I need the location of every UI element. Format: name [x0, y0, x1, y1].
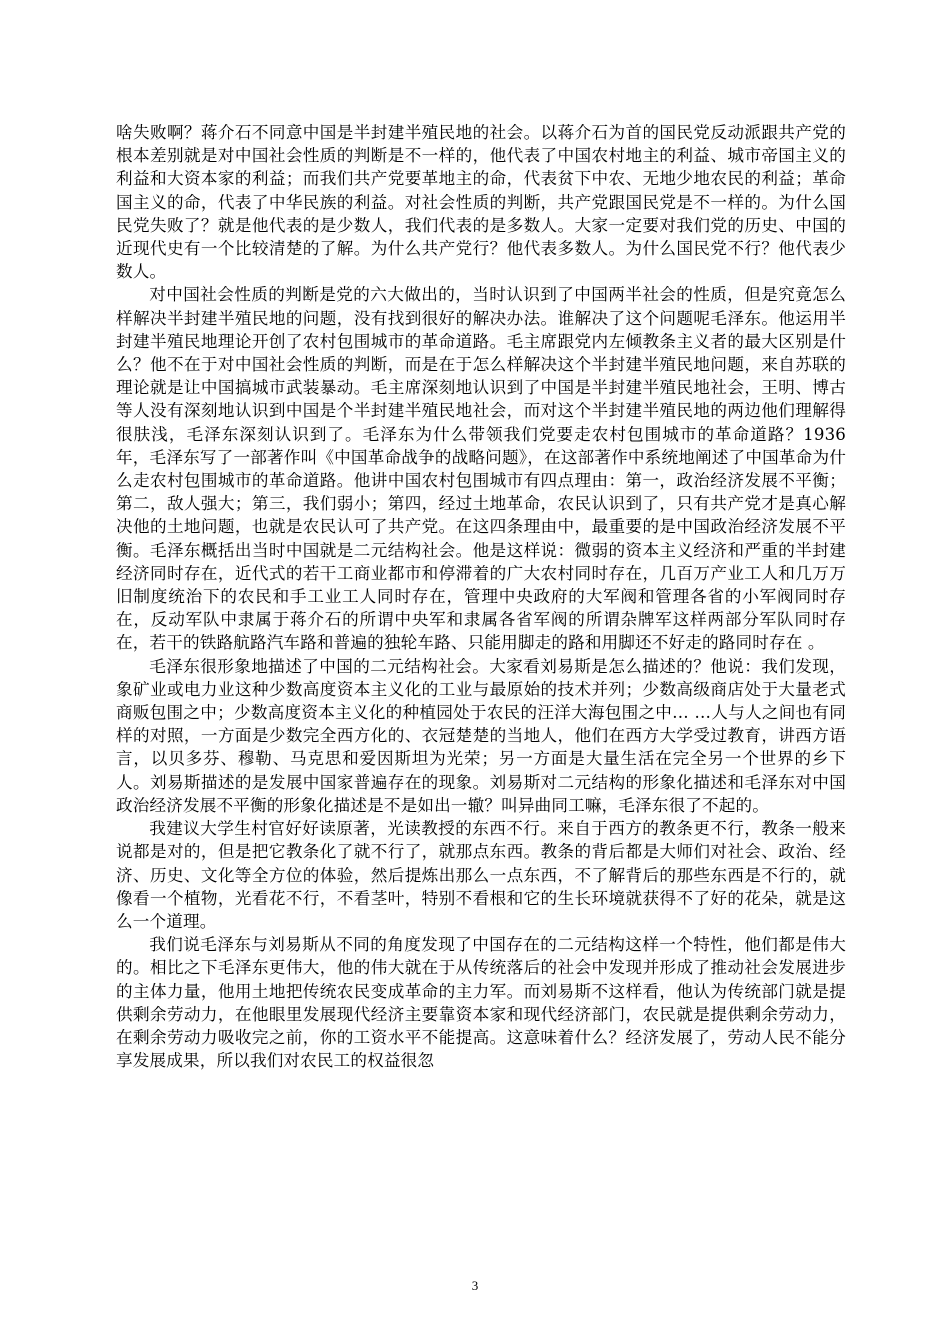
paragraph-4: 我建议大学生村官好好读原著，光读教授的东西不行。来自于西方的教条更不行，教条一般来说都是对的，但是把它教条化了就不行了，就那点东西。教条的背后都是大师们对社会、政治、经济、历史、文化等全方位的体验，然后提炼出那么一点东西，不了解背后的那些东西是不行的，就像看一个植物，光看花不行，不看茎叶，特别不看根和它的生长环境就获得不了好的花朵，就是这么一个道理。: [116, 819, 846, 931]
paragraph-5: 我们说毛泽东与刘易斯从不同的角度发现了中国存在的二元结构这样一个特性，他们都是伟大的。相比之下毛泽东更伟大，他的伟大就在于从传统落后的社会中发现并形成了推动社会发展进步的主体力量，他用土地把传统农民变成革命的主力军。而刘易斯不这样看，他认为传统部门就是提供剩余劳动力，在他眼里发展现代经济主要靠资本家和现代经济部门，农民就是提供剩余劳动力，在剩余劳动力吸收完之前，你的工资水平不能提高。这意味着什么？经济发展了，劳动人民不能分享发展成果，所以我们对农民工的权益很忽: [116, 935, 846, 1071]
page-number: 3: [471, 1278, 479, 1293]
paragraph-1: 啥失败啊？蒋介石不同意中国是半封建半殖民地的社会。以蒋介石为首的国民党反动派跟共产党的根本差别就是对中国社会性质的判断是不一样的，他代表了中国农村地主的利益、城市帝国主义的利益和大资本家的利益；而我们共产党要革地主的命，代表贫下中农、无地少地农民的利益；革命国主义的命，代表了中华民族的利益。对社会性质的判断，共产党跟国民党是不一样的。为什么国民党失败了？就是他代表的是少数人，我们代表的是多数人。大家一定要对我们党的历史、中国的近现代史有一个比较清楚的了解。为什么共产党行？他代表多数人。为什么国民党不行？他代表少数人。: [116, 123, 846, 282]
paragraph-2: 对中国社会性质的判断是党的六大做出的，当时认识到了中国两半社会的性质，但是究竟怎么样解决半封建半殖民地的问题，没有找到很好的解决办法。谁解决了这个问题呢毛泽东。他运用半封建半殖民地理论开创了农村包围城市的革命道路。毛主席跟党内左倾教条主义者的最大区别是什么？他不在于对中国社会性质的判断，而是在于怎么样解决这个半封建半殖民地问题，来自苏联的理论就是让中国搞城市武装暴动。毛主席深刻地认识到了中国是半封建半殖民地社会，王明、博古等人没有深刻地认识到中国是个半封建半殖民地社会，而对这个半封建半殖民地的两边他们理解得很肤浅，毛泽东深刻认识到了。毛泽东为什么带领我们党要走农村包围城市的革命道路？1936 年，毛泽东写了一部著作叫《中国革命战争的战略问题》，在这部著作中系统地阐述了中国革命为什么走农村包围城市的革命道路。他讲中国农村包围城市有四点理由：第一，政治经济发展不平衡；第二，敌人强大；第三，我们弱小；第四，经过土地革命，农民认识到了，只有共产党才是真心解决他的土地问题，也就是农民认可了共产党。在这四条理由中，最重要的是中国政治经济发展不平衡。毛泽东概括出当时中国就是二元结构社会。他是这样说：微弱的资本主义经济和严重的半封建经济同时存在，近代式的若干工商业都市和停滞着的广大农村同时存在，几百万产业工人和几万万旧制度统治下的农民和手工业工人同时存在，管理中央政府的大军阀和管理各省的小军阀同时存在，反动军队中隶属于蒋介石的所谓中央军和隶属各省军阀的所谓杂牌军这样两部分军队同时存在，若干的铁路航路汽车路和普遍的独轮车路、只能用脚走的路和用脚还不好走的路同时存在 。: [116, 285, 846, 653]
paragraph-3: 毛泽东很形象地描述了中国的二元结构社会。大家看刘易斯是怎么描述的？他说：我们发现，象矿业或电力业这种少数高度资本主义化的工业与最原始的技术并列；少数高级商店处于大量老式商贩包围之中；少数高度资本主义化的种植园处于农民的汪洋大海包围之中… …人与人之间也有同样的对照，一方面是少数完全西方化的、衣冠楚楚的当地人，他们在西方大学受过教育，讲西方语言，以贝多芬、穆勒、马克思和爱因斯坦为光荣；另一方面是大量生活在完全另一个世界的乡下人。刘易斯描述的是发展中国家普遍存在的现象。刘易斯对二元结构的形象化描述和毛泽东对中国政治经济发展不平衡的形象化描述是不是如出一辙？叫异曲同工嘛，毛泽东很了不起的。: [116, 656, 846, 815]
body-text: [116, 121, 846, 1072]
